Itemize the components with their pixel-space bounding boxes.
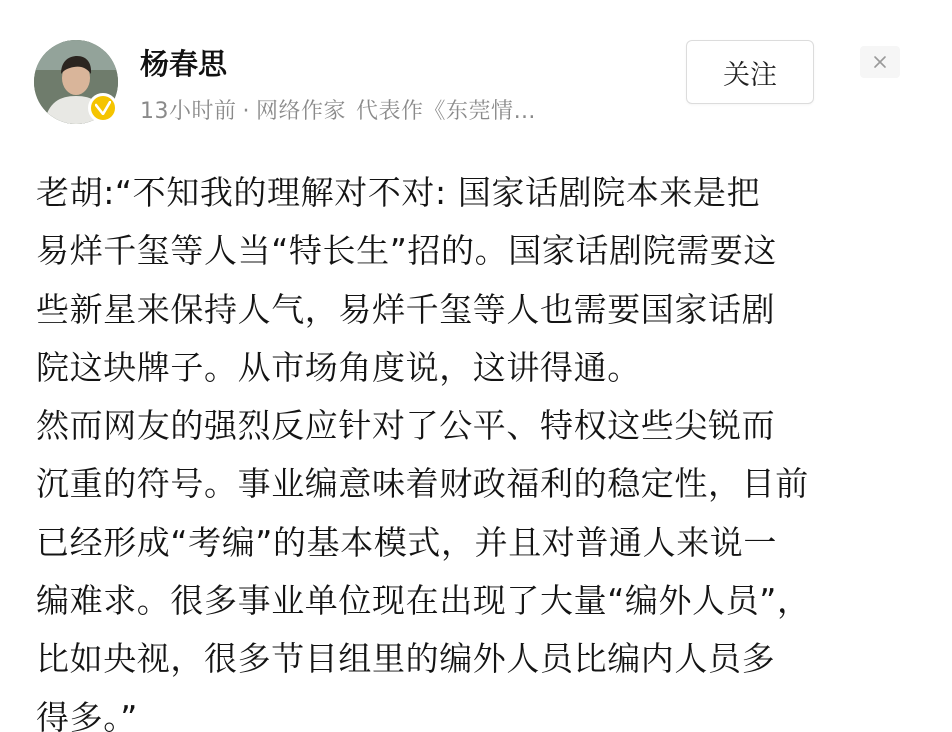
- follow-button[interactable]: 关注: [686, 40, 814, 104]
- post-text-line: 沉重的符号。事业编意味着财政福利的稳定性，目前: [36, 464, 809, 504]
- post-text-line: 得多。”: [36, 697, 138, 732]
- post-time: 13小时前: [140, 99, 237, 124]
- author-works[interactable]: 代表作《东莞情…: [356, 99, 537, 124]
- close-button[interactable]: [860, 46, 900, 78]
- author-meta: [140, 94, 536, 125]
- post-text-line: 比如央视，很多节目组里的编外人员比编内人员多: [36, 639, 776, 679]
- author-name[interactable]: 杨春思: [140, 47, 228, 81]
- post-text-line: 然而网友的强烈反应针对了公平、特权这些尖锐而: [36, 406, 776, 446]
- verified-badge-icon: [88, 93, 118, 123]
- post-text-line: 老胡:“不知我的理解对不对: 国家话剧院本来是把: [36, 173, 761, 212]
- post-text-line: 已经形成“考编”的基本模式，并且对普通人来说一: [36, 522, 777, 562]
- post-text-line: 易烊千玺等人当“特长生”招的。国家话剧院需要这: [36, 231, 777, 271]
- post-text-line: 编难求。很多事业单位现在出现了大量“编外人员”，: [36, 581, 811, 621]
- meta-separator: ·: [242, 99, 250, 124]
- post-body: [36, 164, 926, 732]
- post-text-line: 院这块牌子。从市场角度说，这讲得通。: [36, 347, 641, 387]
- close-icon: [873, 55, 887, 69]
- post-text-line: 些新星来保持人气，易烊千玺等人也需要国家话剧: [36, 289, 776, 329]
- author-profession: 网络作家: [256, 99, 347, 124]
